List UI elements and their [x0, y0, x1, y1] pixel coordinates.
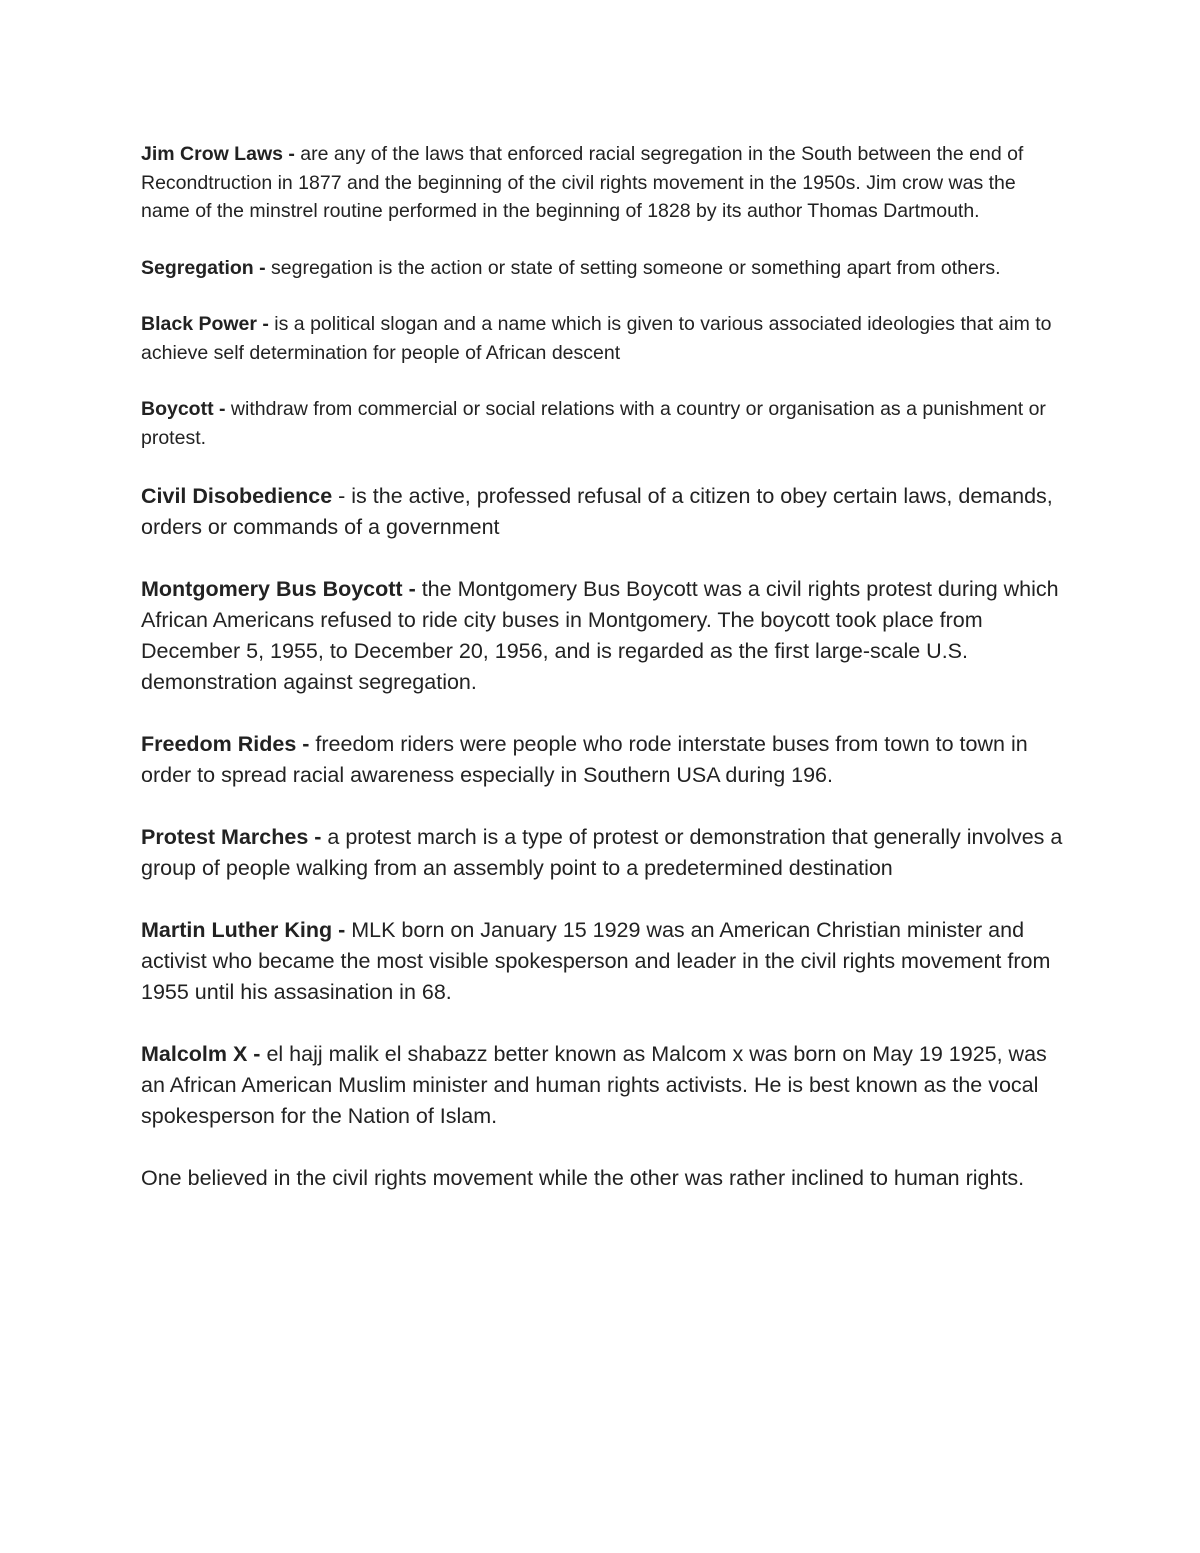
entry-segregation	[141, 254, 1066, 283]
definition-text: el hajj malik el shabazz better known as Malcom x was born on May 19 1925, was an African American Muslim minister and human rights activists. He is best known as the vocal spokesperson for the Nation of Islam.	[141, 1042, 1047, 1128]
term-label: Civil Disobedience	[141, 484, 333, 508]
definition-text: MLK born on January 15 1929 was an American Christian minister and activist who became the most visible spokesperson and leader in the civil rights movement from 1955 until his assasination in 68.	[141, 918, 1051, 1004]
term-label: Protest Marches -	[141, 825, 322, 849]
entry-civil-disobedience	[141, 481, 1066, 543]
term-label: Jim Crow Laws -	[141, 143, 295, 165]
entry-martin-luther-king	[141, 915, 1066, 1008]
definition-text: - is the active, professed refusal of a citizen to obey certain laws, demands, orders or commands of a government	[141, 484, 1053, 539]
definition-text: are any of the laws that enforced racial segregation in the South between the end of Recondtruction in 1877 and the beginning of the civil rights movement in the 1950s. Jim crow was the name of the minstrel routine performed in the beginning of 1828 by its author Thomas Dartmouth.	[141, 143, 1024, 222]
term-label: Malcolm X -	[141, 1042, 261, 1066]
entry-black-power	[141, 310, 1066, 367]
entry-montgomery-bus-boycott	[141, 574, 1066, 698]
conclusion-paragraph: One believed in the civil rights movement while the other was rather inclined to human rights.	[141, 1166, 1025, 1190]
term-label: Boycott -	[141, 398, 226, 420]
term-label: Freedom Rides -	[141, 732, 310, 756]
definition-text: segregation is the action or state of setting someone or something apart from others.	[265, 256, 1001, 279]
entry-protest-marches	[141, 822, 1066, 884]
definition-text: freedom riders were people who rode interstate buses from town to town in order to spread racial awareness especially in Southern USA during 196.	[141, 732, 1028, 787]
term-label: Montgomery Bus Boycott -	[141, 577, 416, 601]
entry-freedom-rides	[141, 729, 1066, 791]
entry-malcolm-x	[141, 1039, 1066, 1132]
definition-text: is a political slogan and a name which is given to various associated ideologies that aim to achieve self determination for people of African descent	[141, 313, 1052, 364]
term-label: Martin Luther King -	[141, 918, 346, 942]
entry-boycott	[141, 395, 1066, 452]
entry-jim-crow-laws	[141, 140, 1066, 226]
definition-text: a protest march is a type of protest or demonstration that generally involves a group of people walking from an assembly point to a predetermined destination	[141, 825, 1063, 880]
definition-text: withdraw from commercial or social relations with a country or organisation as a punishment or protest.	[141, 398, 1046, 449]
definition-text: the Montgomery Bus Boycott was a civil rights protest during which African Americans refused to ride city buses in Montgomery. The boycott took place from December 5, 1955, to December 20, 1956, and is regarded as the first large-scale U.S. demonstration against segregation.	[141, 577, 1059, 694]
document-body	[141, 140, 1066, 1194]
term-label: Segregation -	[141, 256, 266, 279]
term-label: Black Power -	[141, 313, 269, 335]
